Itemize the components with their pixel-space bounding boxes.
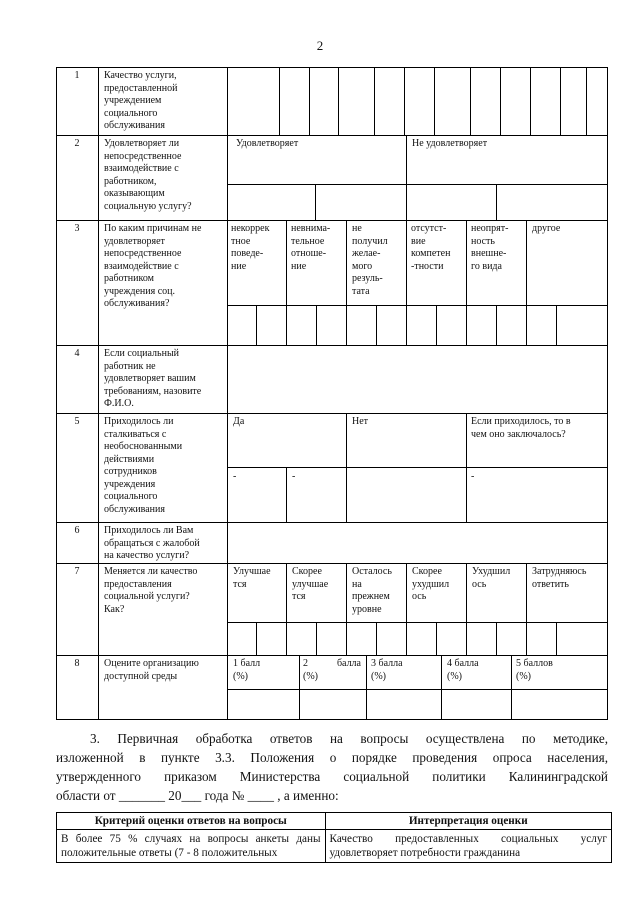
criteria-header: Критерий оценки ответов на вопросы [57,813,326,830]
paragraph-line: утвержденного приказом Министерства социальной политики Калининградской [56,769,608,784]
row-divider [56,135,608,136]
row-number: 2 [74,138,80,149]
cell-divider [227,184,608,185]
cell-divider [441,655,442,720]
answer-option: Нет [352,416,369,427]
answer-option: 5 баллов (%) [516,658,553,682]
answer-option: 4 балла (%) [447,658,479,682]
criteria-table [56,812,612,863]
cell-divider [500,67,501,135]
row-number: 3 [74,223,80,234]
cell-divider [406,220,407,345]
row-divider [56,522,608,523]
cell-divider [526,563,527,655]
cell-divider [286,563,287,655]
row-number: 7 [74,566,80,577]
paragraph-line: области от _______ 20___ года № ____ , а именно: [56,788,339,803]
cell-divider [586,67,587,135]
question-text: Оцените организацию доступной среды [104,658,199,682]
answer-dash: - [471,471,475,482]
paragraph-line [56,729,608,748]
answer-option: Скорее ухудшил ось [412,566,450,602]
interpretation-header: Интерпретация оценки [325,813,612,830]
answer-option: невнима- тельное отноше- ние [291,223,331,272]
answer-option: Осталось на прежнем уровне [352,566,392,615]
answer-option: другое [532,223,561,234]
interpretation-cell: Качество предоставленных социальных услуг удовлетворяет потребности гражданина [325,830,612,863]
cell-divider [466,563,467,655]
survey-table [56,67,608,720]
cell-divider [376,305,377,345]
cell-divider [436,305,437,345]
cell-divider [496,622,497,655]
paragraph-line-text: 3. Первичная обработка ответов на вопросы осуществлена по методике, [90,731,608,746]
row-divider [56,413,608,414]
question-text: Качество услуги, предоставленной учреждением социального обслуживания [104,70,178,131]
cell-divider [374,67,375,135]
column-divider-number [98,67,99,720]
page-number: 2 [316,38,324,53]
answer-option: отсутст- вие компетен -тности [411,223,451,272]
cell-divider [466,220,467,345]
answer-option: Скорее улучшае тся [292,566,329,602]
cell-divider [376,622,377,655]
cell-divider [496,305,497,345]
table-border-bottom [56,719,608,720]
cell-divider [299,655,300,720]
row-number: 8 [74,658,80,669]
cell-divider [434,67,435,135]
answer-option: неопрят- ность внешне- го вида [471,223,509,272]
answer-option: Улучшае тся [233,566,271,590]
cell-divider [227,467,608,468]
criteria-cell: В более 75 % случаях на вопросы анкеты даны положительные ответы (7 - 8 положительных [57,830,326,863]
paragraph-line: изложенной в пункте 3.3. Положения о порядке проведения опроса населения, [56,750,608,765]
cell-divider [346,563,347,655]
question-text: Если социальный работник не удовлетворяет вашим требованиям, назовите Ф.И.О. [104,348,202,409]
row-number: 4 [74,348,80,359]
table-row [57,830,612,863]
table-border-left [56,67,57,720]
answer-option: Если приходилось, то в чем оно заключалось? [471,416,571,440]
cell-divider [227,622,608,623]
cell-divider [309,67,310,135]
cell-divider [406,135,407,220]
answer-dash: - [292,471,296,482]
row-number: 1 [74,70,80,81]
cell-divider [560,67,561,135]
cell-divider [256,305,257,345]
row-divider [56,655,608,656]
cell-divider [556,622,557,655]
cell-divider [406,563,407,655]
cell-divider [470,67,471,135]
cell-divider [530,67,531,135]
cell-divider [286,467,287,522]
methodology-paragraph [56,729,608,805]
row-divider [56,345,608,346]
answer-option: не получил желае- мого резуль- тата [352,223,388,297]
cell-divider [315,184,316,220]
cell-divider [279,67,280,135]
answer-option: некоррек тное поведе- ние [231,223,270,272]
table-border-top [56,67,608,68]
cell-divider [316,305,317,345]
cell-divider [511,655,512,720]
question-text: По каким причинам не удовлетворяет непосредственное взаимодействие с работником учреждения соц. обслуживания? [104,223,202,309]
answer-option: Затрудняюсь ответить [532,566,587,590]
answer-option: Не удовлетворяет [412,138,488,149]
cell-divider [316,622,317,655]
answer-option: 2 балла (%) [303,658,361,682]
question-text: Удовлетворяет ли непосредственное взаимодействие с работником, оказывающим социальную услугу? [104,138,192,212]
cell-divider [286,220,287,345]
answer-option: Удовлетворяет [236,138,299,149]
cell-divider [227,305,608,306]
criteria-header-row [57,813,612,830]
cell-divider [338,67,339,135]
answer-dash: - [233,471,237,482]
answer-option: 1 балл (%) [233,658,261,682]
answer-option: 3 балла (%) [371,658,403,682]
answer-option: Ухудшил ось [472,566,511,590]
cell-divider [496,184,497,220]
cell-divider [436,622,437,655]
cell-divider [366,655,367,720]
cell-divider [227,689,608,690]
question-text: Приходилось ли Вам обращаться с жалобой на качество услуги? [104,525,200,561]
row-number: 5 [74,416,80,427]
row-number: 6 [74,525,80,536]
cell-divider [404,67,405,135]
cell-divider [256,622,257,655]
cell-divider [526,220,527,345]
question-text: Приходилось ли сталкиваться с необоснованными действиями сотрудников учреждения социального обслуживания [104,416,183,515]
cell-divider [346,220,347,345]
question-text: Меняется ли качество предоставления социальной услуги? Как? [104,566,198,615]
answer-option: Да [233,416,245,427]
cell-divider [556,305,557,345]
